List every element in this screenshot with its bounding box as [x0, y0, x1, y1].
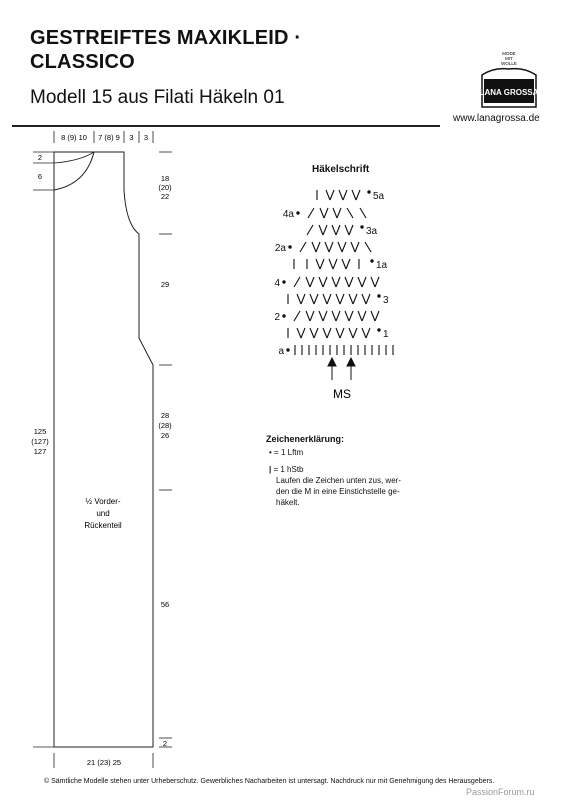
chart-stitch-mark: [324, 208, 328, 218]
legend-heading: Zeichenerklärung:: [266, 434, 345, 444]
logo-text-1: MODE: [502, 51, 516, 56]
chart-stitch-mark: [323, 277, 327, 287]
dim-shoulder-width: 7 (8) 9: [98, 133, 120, 142]
dim-armhole-depth-3: 22: [160, 192, 170, 201]
chart-stitch-mark: [340, 328, 344, 338]
chart-stitch-mark: [333, 208, 337, 218]
chart-stitch-mark: [347, 208, 353, 218]
chart-stitch-mark: [353, 294, 357, 304]
chart-stitch-mark: [323, 294, 327, 304]
page-subtitle: Modell 15 aus Filati Häkeln 01: [30, 87, 285, 108]
chart-stitch-mark: [349, 311, 353, 321]
legend-item-hdc-text: = 1 hStb: [273, 465, 304, 474]
dim-skirt-length: 56: [160, 600, 170, 609]
chart-chain-dot: [377, 328, 380, 331]
dim-neck-depth-front: 6: [37, 172, 43, 181]
chart-row-label: 4a: [282, 209, 294, 220]
chart-stitch-mark: [332, 277, 336, 287]
chart-stitch-mark: [332, 311, 336, 321]
chart-stitch-mark: [345, 225, 349, 235]
chart-chain-dot: [296, 211, 299, 214]
chart-chain-dot: [288, 245, 291, 248]
chart-stitch-mark: [355, 242, 359, 252]
chart-stitch-mark: [345, 311, 349, 321]
dim-bottom-width: 21 (23) 25: [86, 758, 122, 767]
chart-labels: [274, 191, 389, 357]
chart-stitch-mark: [362, 277, 366, 287]
chart-chain-dot: [360, 225, 363, 228]
chart-stitch-mark: [294, 311, 300, 321]
chart-stitch-mark: [306, 311, 310, 321]
chart-stitch-mark: [323, 225, 327, 235]
chart-chain-dot: [282, 280, 285, 283]
piece-label-3: Rückenteil: [84, 521, 122, 530]
legend-item-chain: [266, 447, 466, 458]
legend-note-line-3: häkelt.: [276, 498, 300, 507]
chart-stitch-mark: [320, 208, 324, 218]
chart-stitch-mark: [356, 190, 360, 200]
chart-stitch-mark: [336, 277, 340, 287]
chart-stitch-mark: [319, 277, 323, 287]
dim-armhole-depth-2: (20): [158, 183, 172, 192]
dim-waist-2: (28): [158, 421, 172, 430]
chart-stitch-mark: [337, 208, 341, 218]
chart-stitch-mark: [297, 328, 301, 338]
chart-stitch-mark: [366, 328, 370, 338]
chart-stitch-mark: [340, 294, 344, 304]
chart-stitch-mark: [366, 294, 370, 304]
chart-stitch-mark: [319, 311, 323, 321]
chart-stitch-mark: [336, 294, 340, 304]
chart-stitch-mark: [360, 208, 366, 218]
chart-stitch-mark: [338, 242, 342, 252]
chart-row-label: 3: [383, 295, 389, 306]
chart-stitch-mark: [330, 190, 334, 200]
chart-stitch-mark: [329, 259, 333, 269]
title-line-1: GESTREIFTES MAXIKLEID ·: [30, 27, 302, 49]
chart-stitch-mark: [312, 242, 316, 252]
dim-waist-1: 28: [160, 411, 170, 420]
chart-stitch-mark: [349, 277, 353, 287]
legend-note-line-1: Laufen die Zeichen unten zus, wer-: [276, 476, 401, 485]
chart-stitch-mark: [327, 294, 331, 304]
dim-hem: 2: [162, 739, 168, 748]
legend-note-line-2: den die M in eine Einstichstelle ge-: [276, 487, 400, 496]
chart-stitch-mark: [371, 277, 375, 287]
chart-stitch-mark: [310, 294, 314, 304]
ms-label: MS: [333, 387, 351, 401]
chart-stitch-mark: [301, 294, 305, 304]
website-link[interactable]: www.lanagrossa.de: [453, 113, 540, 124]
chart-stitch-mark: [349, 294, 353, 304]
dim-total-length-2: (127): [31, 437, 49, 446]
chart-stitch-mark: [316, 242, 320, 252]
chart-stitch-mark: [351, 242, 355, 252]
chart-stitch-mark: [310, 311, 314, 321]
chart-stitch-mark: [358, 277, 362, 287]
legend: [266, 434, 466, 508]
chart-stitch-mark: [300, 242, 306, 252]
back-neckline: [54, 152, 94, 163]
chart-marks: [282, 190, 393, 355]
chart-stitch-mark: [371, 311, 375, 321]
ms-arrows: [328, 358, 355, 380]
chart-stitch-mark: [327, 328, 331, 338]
hdc-symbol-icon: |: [269, 465, 272, 474]
chart-stitch-mark: [316, 259, 320, 269]
piece-label-2: und: [96, 509, 110, 518]
piece-outline: [54, 152, 153, 747]
chart-stitch-mark: [332, 225, 336, 235]
chart-stitch-mark: [333, 259, 337, 269]
dim-armhole-1: 3: [129, 133, 134, 142]
chart-row-label: 1a: [376, 260, 388, 271]
chart-stitch-mark: [336, 225, 340, 235]
title-line-2: CLASSICO: [30, 51, 135, 73]
chart-stitch-mark: [342, 259, 346, 269]
chain-symbol-icon: •: [269, 448, 272, 457]
chart-row-label: 2: [274, 312, 280, 323]
chart-stitch-mark: [339, 190, 343, 200]
dim-neck-depth-back: 2: [37, 153, 43, 162]
dim-total-length-1: 125: [33, 427, 47, 436]
chart-heading: Häkelschrift: [312, 164, 370, 175]
chart-stitch-mark: [301, 328, 305, 338]
chart-stitch-mark: [353, 328, 357, 338]
crochet-chart: [270, 180, 430, 405]
chart-stitch-mark: [336, 328, 340, 338]
chart-row-label: 5a: [373, 191, 385, 202]
legend-item-hdc: [266, 464, 466, 475]
chart-stitch-mark: [307, 225, 313, 235]
chart-stitch-mark: [343, 190, 347, 200]
chart-stitch-mark: [362, 328, 366, 338]
chart-chain-dot: [286, 348, 289, 351]
piece-label-1: ½ Vorder-: [85, 497, 121, 506]
chart-stitch-mark: [342, 242, 346, 252]
chart-stitch-mark: [297, 294, 301, 304]
dim-waist-3: 26: [160, 431, 170, 440]
chart-chain-dot: [367, 190, 370, 193]
chart-stitch-mark: [352, 190, 356, 200]
front-neckline: [54, 152, 94, 190]
chart-stitch-mark: [326, 190, 330, 200]
chart-stitch-mark: [358, 311, 362, 321]
chart-stitch-mark: [349, 225, 353, 235]
chart-stitch-mark: [329, 242, 333, 252]
chart-chain-dot: [377, 294, 380, 297]
watermark: PassionForum.ru: [466, 787, 535, 797]
chart-stitch-mark: [310, 277, 314, 287]
chart-stitch-mark: [345, 277, 349, 287]
chart-stitch-mark: [362, 294, 366, 304]
chart-stitch-mark: [325, 242, 329, 252]
copyright-notice: © Sämtliche Modelle stehen unter Urheberschutz. Gewerbliches Nacharbeiten ist untersagt. Nachdruck nur mit Genehmigung des Herausgebers.: [44, 778, 495, 785]
logo-brand-text: LANA GROSSA: [479, 88, 539, 97]
chart-row-label: a: [278, 346, 284, 357]
chart-stitch-mark: [349, 328, 353, 338]
chart-stitch-mark: [320, 259, 324, 269]
chart-row-label: 4: [274, 278, 280, 289]
chart-stitch-mark: [310, 328, 314, 338]
chart-row-label: 2a: [274, 243, 286, 254]
right-dimension-ticks: [159, 152, 172, 747]
chart-stitch-mark: [365, 242, 371, 252]
legend-note: [266, 475, 466, 508]
logo-text-3: WOLLE: [501, 61, 517, 66]
chart-stitch-mark: [375, 277, 379, 287]
legend-item-chain-text: = 1 Lftm: [274, 448, 304, 457]
logo-text-2: MIT: [505, 56, 513, 61]
chart-stitch-mark: [319, 225, 323, 235]
dim-armhole-depth-1: 18: [160, 174, 170, 183]
chart-stitch-mark: [294, 277, 300, 287]
chart-stitch-mark: [375, 311, 379, 321]
dim-neck-width: 8 (9) 10: [61, 133, 87, 142]
chart-stitch-mark: [314, 328, 318, 338]
dim-bodice-length: 29: [160, 280, 170, 289]
dim-total-length-3: 127: [33, 447, 47, 456]
chart-row-label: 1: [383, 329, 389, 340]
chart-chain-dot: [282, 314, 285, 317]
chart-row-label: 3a: [366, 226, 378, 237]
chart-stitch-mark: [314, 294, 318, 304]
chart-stitch-mark: [308, 208, 314, 218]
chart-stitch-mark: [323, 311, 327, 321]
chart-stitch-mark: [336, 311, 340, 321]
chart-stitch-mark: [306, 277, 310, 287]
dim-armhole-2: 3: [143, 133, 149, 142]
chart-chain-dot: [370, 259, 373, 262]
chart-stitch-mark: [323, 328, 327, 338]
chart-stitch-mark: [346, 259, 350, 269]
chart-stitch-mark: [362, 311, 366, 321]
